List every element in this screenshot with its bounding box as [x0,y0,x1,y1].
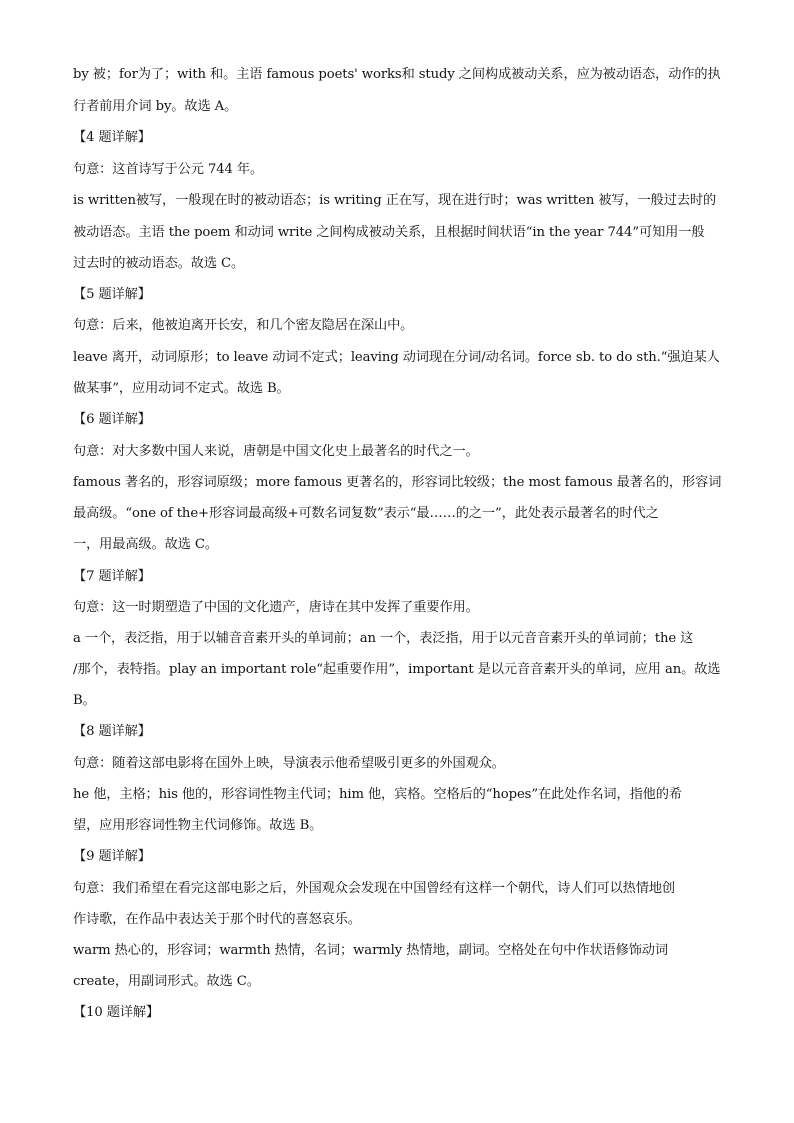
text-line: 被动语态。主语 the poem 和动词 write 之间构成被动关系，且根据时间状语“in the year 744”可知用一般 [73,225,705,240]
section-heading: 【4 题详解】 [73,130,151,145]
text-line: 一，用最高级。故选 C。 [73,537,218,552]
text-line: is written被写，一般现在时的被动语态；is writing 正在写，现在进行时；was written 被写，一般过去时的 [73,193,717,208]
text-line: 句意：对大多数中国人来说，唐朝是中国文化史上最著名的时代之一。 [73,444,479,459]
text-line: /那个，表特指。play an important role“起重要作用”，important 是以元音音素开头的单词，应用 an。故选 [73,662,721,677]
section-heading: 【6 题详解】 [73,412,151,427]
text-line: a 一个，表泛指，用于以辅音音素开头的单词前；an 一个，表泛指，用于以元音音素开头的单词前；the 这 [73,631,694,646]
text-line: B。 [73,693,96,708]
text-line: 句意：这首诗写于公元 744 年。 [73,162,264,177]
text-line: leave 离开，动词原形；to leave 动词不定式；leaving 动词现在分词/动名词。force sb. to do sth.“强迫某人 [73,350,720,365]
text-line: by 被；for为了；with 和。主语 famous poets' works和 study 之间构成被动关系，应为被动语态，动作的执 [73,67,721,82]
section-heading: 【5 题详解】 [73,287,151,302]
text-line: warm 热心的，形容词；warmth 热情，名词；warmly 热情地，副词。空格处在句中作状语修饰动词 [73,943,668,958]
text-line: famous 著名的，形容词原级；more famous 更著名的，形容词比较级；the most famous 最著名的，形容词 [73,475,722,490]
text-line: 行者前用介词 by。故选 A。 [73,99,238,114]
text-line: 句意：这一时期塑造了中国的文化遗产，唐诗在其中发挥了重要作用。 [73,600,479,615]
text-line: 过去时的被动语态。故选 C。 [73,256,245,271]
text-line: 句意：后来，他被迫离开长安，和几个密友隐居在深山中。 [73,318,414,333]
text-line: 句意：我们希望在看完这部电影之后，外国观众会发现在中国曾经有这样一个朝代，诗人们可以热情地创 [73,881,676,896]
text-line: 作诗歌，在作品中表达关于那个时代的喜怒哀乐。 [73,912,361,927]
text-line: create，用副词形式。故选 C。 [73,974,260,989]
text-line: 望，应用形容词性物主代词修饰。故选 B。 [73,818,323,833]
text-line: 做某事”，应用动词不定式。故选 B。 [73,381,290,396]
section-heading: 【7 题详解】 [73,569,151,584]
text-line: 最高级。“one of the+形容词最高级+可数名词复数”表示“最……的之一”，此处表示最著名的时代之 [73,506,659,521]
text-line: he 他，主格；his 他的，形容词性物主代词；him 他，宾格。空格后的“hopes”在此处作名词，指他的希 [73,787,682,802]
section-heading: 【8 题详解】 [73,724,151,739]
section-heading: 【9 题详解】 [73,849,151,864]
section-heading: 【10 题详解】 [73,1005,160,1020]
text-line: 句意：随着这部电影将在国外上映，导演表示他希望吸引更多的外国观众。 [73,756,505,771]
